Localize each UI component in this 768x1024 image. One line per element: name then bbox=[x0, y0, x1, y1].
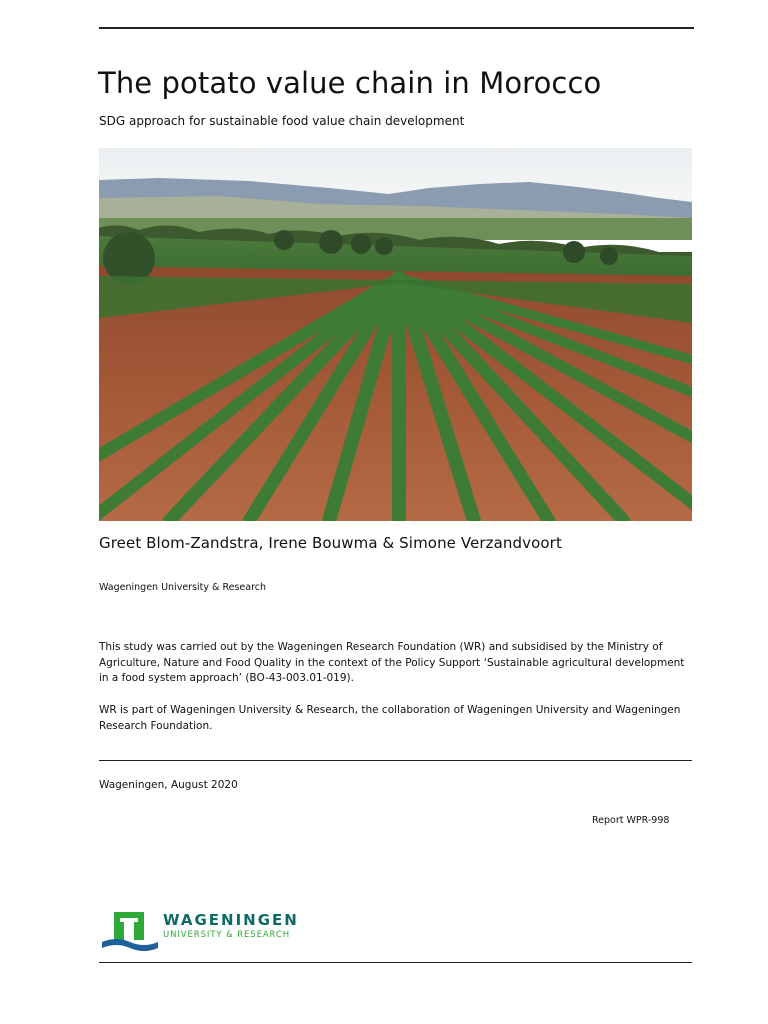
authors: Greet Blom-Zandstra, Irene Bouwma & Simone Verzandvoort bbox=[99, 534, 562, 552]
bottom-rule bbox=[99, 962, 692, 963]
wageningen-logo-icon bbox=[102, 910, 162, 952]
logo-subtitle: UNIVERSITY & RESEARCH bbox=[163, 930, 291, 940]
organisation-statement: WR is part of Wageningen University & Research, the collaboration of Wageningen University and Wageningen Research Foundation. bbox=[99, 704, 681, 732]
institution: Wageningen University & Research bbox=[99, 582, 267, 593]
page-subtitle: SDG approach for sustainable food value chain development bbox=[99, 114, 465, 128]
top-rule bbox=[99, 27, 694, 29]
middle-rule bbox=[99, 760, 692, 761]
page-title: The potato value chain in Morocco bbox=[98, 66, 602, 100]
funding-statement: This study was carried out by the Wageningen Research Foundation (WR) and subsidised by the Ministry of Agriculture, Nature and Food Quality in the context of the Policy Support ‘Sustainable agricultural development in a food system approach’ (BO-43-003.01-019). bbox=[99, 641, 685, 684]
place-date: Wageningen, August 2020 bbox=[99, 779, 238, 791]
logo-wordmark: WAGENINGEN bbox=[163, 911, 299, 929]
report-number: Report WPR-998 bbox=[592, 815, 670, 826]
cover-photo bbox=[99, 148, 692, 521]
